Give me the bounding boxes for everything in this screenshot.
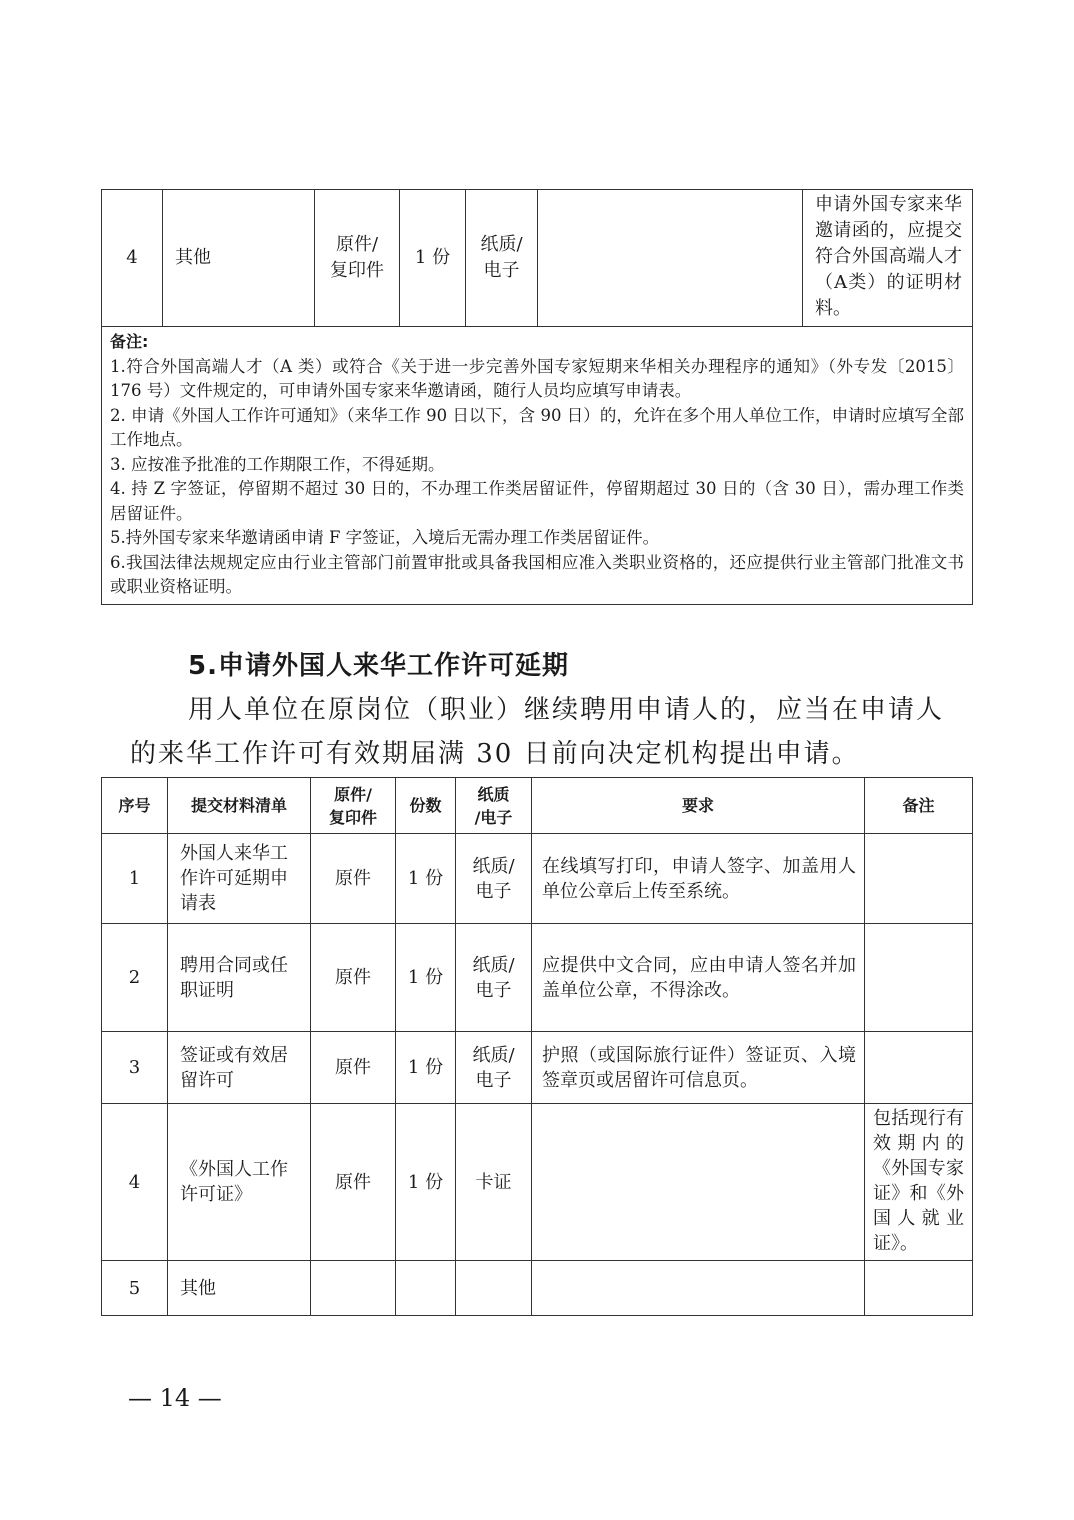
copy-type [311, 1261, 396, 1316]
note-item: 2. 申请《外国人工作许可通知》（来华工作 90 日以下，含 90 日）的，允许在多个用人单位工作，申请时应填写全部工作地点。 [110, 405, 964, 449]
requirement [532, 1104, 865, 1261]
row-number: 1 [102, 834, 168, 924]
notes-title: 备注: [110, 332, 149, 351]
remark [865, 1261, 973, 1316]
material-name: 其他 [168, 1261, 311, 1316]
remark [865, 924, 973, 1032]
table-row [102, 190, 973, 327]
copy-type: 原件 [311, 1032, 396, 1104]
medium: 纸质/ 电子 [456, 924, 532, 1032]
medium: 纸质/ 电子 [456, 834, 532, 924]
medium: 卡证 [456, 1104, 532, 1261]
top-table [101, 189, 973, 605]
table-row [102, 834, 973, 924]
copy-type: 原件/ 复印件 [315, 190, 400, 327]
material-name: 外国人来华工作许可延期申请表 [168, 834, 311, 924]
requirement: 应提供中文合同，应由申请人签名并加盖单位公章，不得涂改。 [532, 924, 865, 1032]
note-item: 4. 持 Z 字签证，停留期不超过 30 日的，不办理工作类居留证件，停留期超过 30 日的（含 30 日），需办理工作类居留证件。 [110, 479, 964, 523]
medium: 纸质/ 电子 [466, 190, 538, 327]
header-material: 提交材料清单 [168, 778, 311, 834]
material-name: 《外国人工作许可证》 [168, 1104, 311, 1261]
row-number: 5 [102, 1261, 168, 1316]
material-name: 聘用合同或任职证明 [168, 924, 311, 1032]
requirement: 护照（或国际旅行证件）签证页、入境签章页或居留许可信息页。 [532, 1032, 865, 1104]
section-paragraph: 用人单位在原岗位（职业）继续聘用申请人的，应当在申请人的来华工作许可有效期届满 30 日前向决定机构提出申请。 [130, 695, 945, 769]
copy-count: 1 份 [396, 1104, 456, 1261]
header-requirement: 要求 [532, 778, 865, 834]
section-heading: 5.申请外国人来华工作许可延期 [188, 651, 569, 681]
medium: 纸质/ 电子 [456, 1032, 532, 1104]
medium [456, 1261, 532, 1316]
copy-count [396, 1261, 456, 1316]
header-count: 份数 [396, 778, 456, 834]
table-row [102, 1032, 973, 1104]
header-remark: 备注 [865, 778, 973, 834]
table-row [102, 1104, 973, 1261]
material-name: 签证或有效居留许可 [168, 1032, 311, 1104]
row-number: 4 [102, 1104, 168, 1261]
row-number: 2 [102, 924, 168, 1032]
copy-count: 1 份 [396, 834, 456, 924]
requirement [532, 1261, 865, 1316]
header-medium: 纸质 /电子 [456, 778, 532, 834]
copy-type: 原件 [311, 834, 396, 924]
header-copy: 原件/ 复印件 [311, 778, 396, 834]
table-header-row [102, 778, 973, 834]
copy-count: 1 份 [400, 190, 466, 327]
copy-count: 1 份 [396, 924, 456, 1032]
material-name: 其他 [163, 190, 315, 327]
note-item: 3. 应按准予批准的工作期限工作，不得延期。 [110, 454, 445, 474]
copy-type: 原件 [311, 924, 396, 1032]
notes-block [102, 327, 973, 605]
row-number: 3 [102, 1032, 168, 1104]
remark: 申请外国专家来华邀请函的，应提交符合外国高端人才（A类）的证明材料。 [803, 190, 973, 327]
requirement: 在线填写打印，申请人签字、加盖用人单位公章后上传至系统。 [532, 834, 865, 924]
copy-count: 1 份 [396, 1032, 456, 1104]
row-number: 4 [102, 190, 163, 327]
remark [865, 834, 973, 924]
table-row [102, 924, 973, 1032]
remark [865, 1032, 973, 1104]
notes-row [102, 327, 973, 605]
note-item: 6.我国法律法规规定应由行业主管部门前置审批或具备我国相应准入类职业资格的，还应提供行业主管部门批准文书或职业资格证明。 [110, 552, 964, 596]
requirement [538, 190, 803, 327]
page-number: — 14 — [128, 1384, 222, 1412]
note-item: 1.符合外国高端人才（A 类）或符合《关于进一步完善外国专家短期来华相关办理程序的通知》（外专发〔2015〕176 号）文件规定的，可申请外国专家来华邀请函，随行人员均应填写申请表。 [110, 356, 964, 400]
table-row [102, 1261, 973, 1316]
header-no: 序号 [102, 778, 168, 834]
materials-table [101, 777, 973, 1316]
remark: 包括现行有效期内的《外国专家证》和《外国人就业证》。 [865, 1104, 973, 1261]
copy-type: 原件 [311, 1104, 396, 1261]
note-item: 5.持外国专家来华邀请函申请 F 字签证，入境后无需办理工作类居留证件。 [110, 528, 660, 547]
